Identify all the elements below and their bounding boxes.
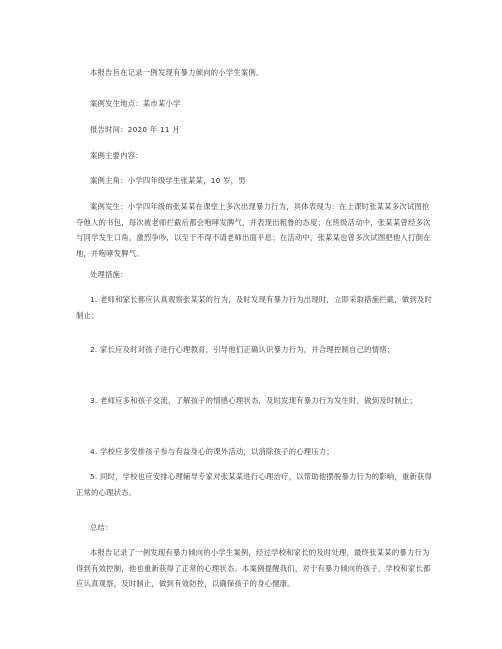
measure-item-2: 2. 家长应及时对孩子进行心理教育，引导他们正确认识暴力行为，并合理控制自己的情绪； xyxy=(90,345,395,354)
subject-line: 案例主角：小学四年级学生张某某，10 岁，男 xyxy=(90,176,246,185)
measure-item-4: 4. 学校应多安排孩子参与有益身心的课外活动，以消除孩子的心理压力； xyxy=(90,447,334,456)
content-heading: 案例主要内容： xyxy=(90,151,143,160)
location-line: 案例发生地点：某市某小学 xyxy=(90,99,181,108)
measure-item-3: 3. 老师应多和孩子交流，了解孩子的情感心理状态，及时发现有暴力行为发生时，做到及时制止； xyxy=(90,396,417,405)
summary-heading: 总结： xyxy=(90,523,113,532)
summary-paragraph: 本报告记录了一例发现有暴力倾向的小学生案例，经过学校和家长的及时处理，最终张某某的暴力行为得到有效控制，他也重新获得了正常的心理状态。本案例提醒我们，对于有暴力倾向的孩子，学校和家长都应认真观察，及时制止，做到有效防控，以确保孩子的身心健康。 xyxy=(76,548,431,589)
measures-heading: 处理措施： xyxy=(90,270,128,279)
measure-item-1: 1. 老师和家长都应认真观察张某某的行为，及时发现有暴力行为出现时，立即采取措施拦截，做到及时制止； xyxy=(76,295,433,320)
intro-line: 本报告旨在记录一例发现有暴力倾向的小学生案例。 xyxy=(90,68,264,77)
description-paragraph: 案例发生：小学四年级的张某某在课堂上多次出现暴力行为，具体表现为：在上课时张某某多次试图抢夺他人的书包，每次被老师拦截后都会咆哮发脾气，并表现出粗鲁的态度；在班级活动中，张某某曾经多次与同学发生口角，激烈争吵，以至于不得不请老师出面平息；在活动中，张某某也曾多次试图把他人打倒在地，并咆哮发脾气。 xyxy=(76,202,431,258)
report-time-line: 报告时间：2020 年 11 月 xyxy=(90,125,180,134)
measure-item-5: 5. 同时，学校也应安排心理辅导专家对张某某进行心理治疗，以帮助他摆脱暴力行为的影响，重新获得正常的心理状态。 xyxy=(76,472,433,497)
